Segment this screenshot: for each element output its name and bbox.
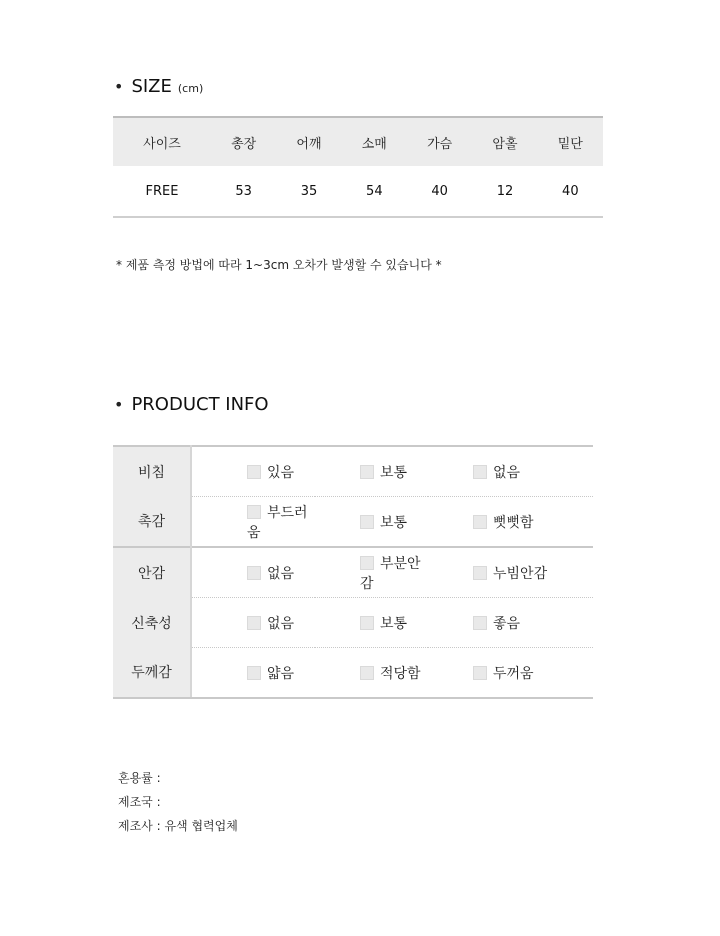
option-label: 없음 xyxy=(267,615,295,632)
info-option[interactable] xyxy=(428,598,593,648)
info-option[interactable] xyxy=(191,648,315,699)
size-cell: 40 xyxy=(407,166,472,217)
checkbox[interactable] xyxy=(247,505,261,519)
checkbox[interactable] xyxy=(360,616,374,630)
info-option[interactable] xyxy=(315,446,428,497)
size-cell: FREE xyxy=(113,166,211,217)
option-label: 누빔안감 xyxy=(493,565,548,582)
info-row-label: 비침 xyxy=(113,446,191,497)
option-label: 뻣뻣함 xyxy=(493,514,534,531)
size-unit: (cm) xyxy=(177,82,204,95)
product-info-title xyxy=(114,394,269,415)
info-row-label: 신축성 xyxy=(113,598,191,648)
size-cell: 40 xyxy=(538,166,603,217)
info-row-lining xyxy=(113,547,593,598)
info-option[interactable] xyxy=(191,598,315,648)
info-row-stretch xyxy=(113,598,593,648)
option-label: 보통 xyxy=(380,514,408,531)
option-label: 없음 xyxy=(493,464,521,481)
size-header-cell: 소매 xyxy=(342,117,407,166)
checkbox[interactable] xyxy=(473,666,487,680)
checkbox[interactable] xyxy=(360,465,374,479)
bullet: • xyxy=(114,395,124,414)
checkbox[interactable] xyxy=(473,515,487,529)
option-label: 부분안감 xyxy=(360,555,421,592)
size-cell: 53 xyxy=(211,166,276,217)
option-label: 보통 xyxy=(380,464,408,481)
size-table-row xyxy=(113,166,603,217)
product-info-title-text: PRODUCT INFO xyxy=(131,394,269,415)
size-header-cell: 암홀 xyxy=(472,117,537,166)
size-cell: 54 xyxy=(342,166,407,217)
option-label: 없음 xyxy=(267,565,295,582)
size-title-text: SIZE xyxy=(131,76,172,97)
checkbox[interactable] xyxy=(247,666,261,680)
option-label: 두꺼움 xyxy=(493,665,534,682)
size-note: * 제품 측정 방법에 따라 1~3cm 오차가 발생할 수 있습니다 * xyxy=(116,258,442,272)
option-label: 있음 xyxy=(267,464,295,481)
info-option[interactable] xyxy=(191,547,315,598)
manufacturer-info: 제조사 : 유색 협력업체 xyxy=(118,819,238,833)
checkbox[interactable] xyxy=(247,616,261,630)
checkbox[interactable] xyxy=(473,616,487,630)
info-option[interactable] xyxy=(428,648,593,699)
info-row-texture xyxy=(113,497,593,548)
info-row-label: 두께감 xyxy=(113,648,191,699)
info-option[interactable] xyxy=(315,497,428,548)
checkbox[interactable] xyxy=(247,465,261,479)
product-info-table xyxy=(113,445,593,699)
size-table-header-row xyxy=(113,117,603,166)
option-label: 부드러움 xyxy=(247,504,308,541)
size-table xyxy=(113,116,603,218)
info-row-sheerness xyxy=(113,446,593,497)
bullet: • xyxy=(114,77,124,96)
checkbox[interactable] xyxy=(473,566,487,580)
info-option[interactable] xyxy=(428,547,593,598)
checkbox[interactable] xyxy=(247,566,261,580)
info-row-thickness xyxy=(113,648,593,699)
checkbox[interactable] xyxy=(360,556,374,570)
option-label: 좋음 xyxy=(493,615,521,632)
option-label: 적당함 xyxy=(380,665,421,682)
info-row-label: 안감 xyxy=(113,547,191,598)
info-option[interactable] xyxy=(191,446,315,497)
info-option[interactable] xyxy=(428,446,593,497)
origin-info: 제조국 : xyxy=(118,795,161,809)
checkbox[interactable] xyxy=(360,666,374,680)
checkbox[interactable] xyxy=(360,515,374,529)
size-cell: 35 xyxy=(276,166,341,217)
product-footer xyxy=(118,766,238,838)
option-label: 보통 xyxy=(380,615,408,632)
option-label: 얇음 xyxy=(267,665,295,682)
info-option[interactable] xyxy=(191,497,315,548)
info-option[interactable] xyxy=(315,598,428,648)
size-header-cell: 사이즈 xyxy=(113,117,211,166)
size-section-title xyxy=(114,76,203,97)
checkbox[interactable] xyxy=(473,465,487,479)
size-header-cell: 총장 xyxy=(211,117,276,166)
info-option[interactable] xyxy=(315,648,428,699)
size-header-cell: 가슴 xyxy=(407,117,472,166)
material-info: 혼용률 : xyxy=(118,771,161,785)
info-option[interactable] xyxy=(428,497,593,548)
size-header-cell: 어깨 xyxy=(276,117,341,166)
info-option[interactable] xyxy=(315,547,428,598)
info-row-label: 촉감 xyxy=(113,497,191,548)
size-cell: 12 xyxy=(472,166,537,217)
size-header-cell: 밑단 xyxy=(538,117,603,166)
